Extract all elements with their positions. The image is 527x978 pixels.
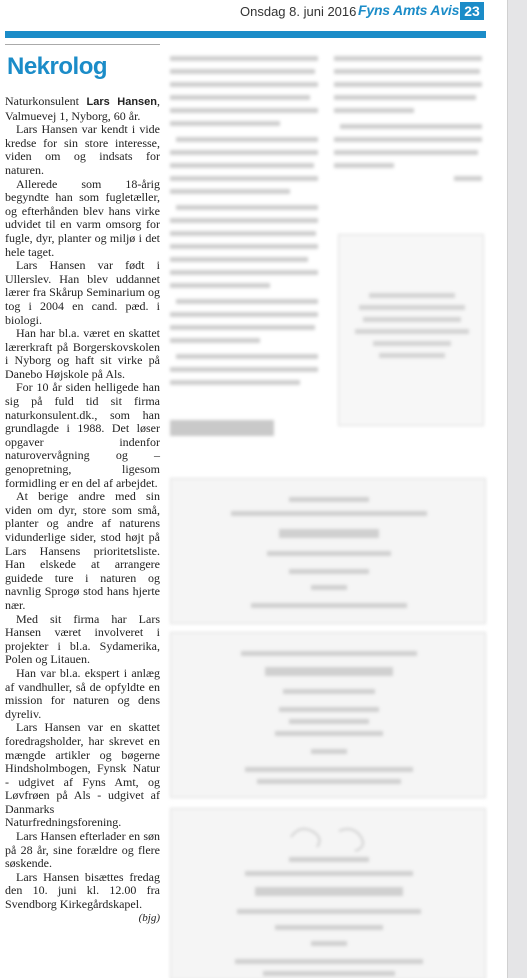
blurred-death-notice bbox=[170, 478, 486, 624]
blurred-ad-text bbox=[339, 235, 485, 427]
obituary-paragraph: Lars Hansen var kendt i vide kredse for sin store interesse, viden om og indsats for naturen. bbox=[5, 122, 160, 177]
obituary-body bbox=[5, 95, 160, 925]
page-margin-strip bbox=[508, 0, 527, 978]
obituary-heading: Nekrolog bbox=[7, 53, 108, 80]
section-rule bbox=[5, 31, 486, 38]
blurred-notice-text bbox=[171, 487, 487, 627]
obituary-article bbox=[5, 44, 160, 964]
blurred-death-notice bbox=[170, 808, 486, 978]
masthead bbox=[0, 0, 508, 24]
blurred-section-bar bbox=[170, 420, 274, 436]
obituary-paragraph: Lars Hansen var født i Ullerslev. Han blev uddannet lærer fra Skårup Seminarium og tog i 2004 en cand. pæd. i biologi. bbox=[5, 258, 160, 327]
obituary-paragraph: Han har bl.a. været en skattet lærerkraft på Borgerskovskolen i Nyborg og haft sit virke på Danebo Højskole på Als. bbox=[5, 326, 160, 381]
newspaper-logo: Fyns Amts Avis bbox=[358, 2, 460, 18]
obituary-paragraph: Lars Hansen bisættes fredag den 10. juni kl. 12.00 fra Svendborg Kirkegårdskapel. bbox=[5, 869, 160, 912]
blurred-notice-text bbox=[171, 817, 487, 978]
obituary-paragraph: Lars Hansen var en skattet foredragsholder, har skrevet en mængde artikler og bøgerne Hindsholmbogen, Fynsk Natur - udgivet af Fyns Amt, og Løvfrøen på Als - udgivet af Danmarks Naturfredningsforening. bbox=[5, 720, 160, 830]
obituary-paragraph: At berige andre med sin viden om dyr, store som små, planter og andre af naturens vidunderlige sider, stod højt på Lars Hansens prioritetsliste. Han elskede at arrangere guidede ture i naturen og navnlig Sprogø stod hans hjerte nær. bbox=[5, 489, 160, 612]
page-number-badge: 23 bbox=[460, 2, 484, 20]
obituary-paragraph: Med sit firma har Lars Hansen været involveret i projekter i bl.a. Sydamerika, Polen og Litauen. bbox=[5, 611, 160, 667]
obituary-paragraph: Han var bl.a. ekspert i anlæg af vandhuller, så de opfyldte en mission for naturen og dens dyreliv. bbox=[5, 665, 160, 721]
deceased-name: Lars Hansen bbox=[86, 96, 157, 108]
blurred-text-lines bbox=[170, 52, 320, 392]
author-signature: (bjg) bbox=[138, 911, 160, 924]
obituary-paragraph: Lars Hansen efterlader en søn på 28 år, sine forældre og flere søskende. bbox=[5, 829, 160, 871]
blurred-content-area bbox=[166, 52, 490, 978]
blurred-text-lines bbox=[334, 52, 484, 182]
obituary-paragraph: For 10 år siden helligede han sig på fuld tid sit firma naturkonsulent.dk., som han grundlagde i 1988. Det løser opgaver indenfor naturovervågning og –genopretning, ligesom formidling er en del af arbejdet. bbox=[5, 380, 160, 490]
lead-prefix: Naturkonsulent bbox=[5, 94, 87, 108]
blurred-column bbox=[334, 52, 484, 186]
issue-date: Onsdag 8. juni 2016 bbox=[240, 4, 357, 19]
blurred-ad-box bbox=[338, 234, 484, 426]
blurred-death-notice bbox=[170, 632, 486, 798]
obituary-lead bbox=[5, 95, 160, 123]
lead-suffix: , Valmuevej 1, Nyborg, 60 år. bbox=[5, 94, 160, 123]
blurred-notice-text bbox=[171, 641, 487, 801]
obituary-paragraph: Allerede som 18-årig begyndte han som fugletæller, og efterhånden blev hans virke udvidet til en varm omsorg for fugle, dyr, planter og miljø i det hele taget. bbox=[5, 176, 160, 259]
blurred-column bbox=[170, 52, 320, 396]
